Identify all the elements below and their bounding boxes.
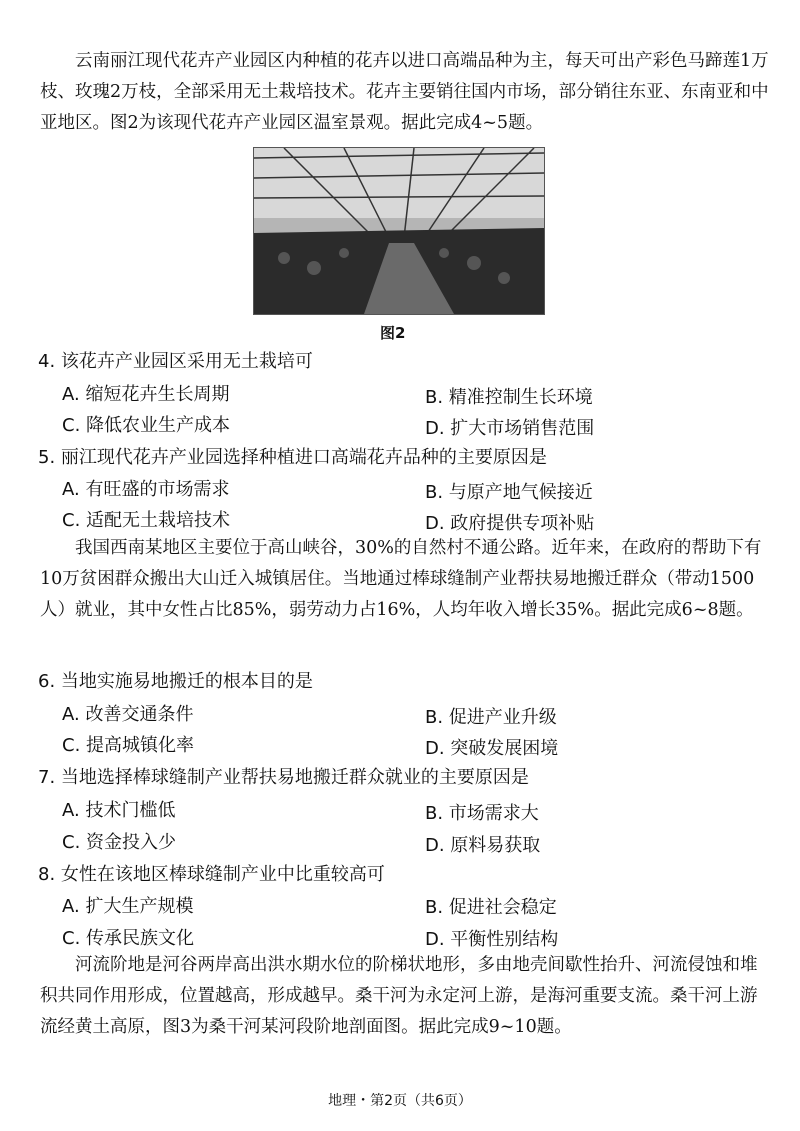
q8-option-c: C. 传承民族文化 — [62, 928, 195, 949]
q4-option-a: A. 缩短花卉生长周期 — [62, 384, 230, 405]
q6-option-a: A. 改善交通条件 — [62, 704, 194, 725]
q7-option-b: B. 市场需求大 — [425, 803, 539, 824]
q5-option-a: A. 有旺盛的市场需求 — [62, 479, 230, 500]
greenhouse-photo — [253, 147, 545, 315]
q7-option-c: C. 资金投入少 — [62, 832, 177, 853]
greenhouse-illustration — [254, 148, 544, 314]
q8-option-b: B. 促进社会稳定 — [425, 897, 557, 918]
q6-option-c: C. 提高城镇化率 — [62, 735, 195, 756]
q4-option-b: B. 精准控制生长环境 — [425, 387, 593, 408]
q6-option-d: D. 突破发展困境 — [425, 738, 559, 759]
q4-option-c: C. 降低农业生产成本 — [62, 415, 231, 436]
q5-option-b: B. 与原产地气候接近 — [425, 482, 593, 503]
q6-option-b: B. 促进产业升级 — [425, 707, 557, 728]
q7-option-a: A. 技术门槛低 — [62, 800, 176, 821]
q8-option-d: D. 平衡性别结构 — [425, 929, 559, 950]
question-7: 7. 当地选择棒球缝制产业帮扶易地搬迁群众就业的主要原因是 — [38, 767, 529, 788]
question-5: 5. 丽江现代花卉产业园选择种植进口高端花卉品种的主要原因是 — [38, 447, 547, 468]
q4-option-d: D. 扩大市场销售范围 — [425, 418, 595, 439]
q5-option-d: D. 政府提供专项补贴 — [425, 513, 595, 534]
question-4: 4. 该花卉产业园区采用无土栽培可 — [38, 351, 313, 372]
passage-flowers: 云南丽江现代花卉产业园区内种植的花卉以进口高端品种为主，每天可出产彩色马蹄莲1万枝、玫瑰2万枝，全部采用无土栽培技术。花卉主要销往国内市场，部分销往东亚、东南亚和中亚地区。图2为该现代花卉产业园区温室景观。据此完成4~5题。 — [40, 51, 769, 133]
passage-relocation: 我国西南某地区主要位于高山峡谷，30%的自然村不通公路。近年来，在政府的帮助下有10万贫困群众搬出大山迁入城镇居住。当地通过棒球缝制产业帮扶易地搬迁群众（带动1500人）就业，其中女性占比85%，弱劳动力占16%，人均年收入增长35%。据此完成6~8题。 — [40, 538, 762, 620]
q7-option-d: D. 原料易获取 — [425, 835, 541, 856]
q8-option-a: A. 扩大生产规模 — [62, 896, 194, 917]
passage-terraces: 河流阶地是河谷两岸高出洪水期水位的阶梯状地形，多由地壳间歇性抬升、河流侵蚀和堆积共同作用形成，位置越高，形成越早。桑干河为永定河上游，是海河重要支流。桑干河上游流经黄土高原，图3为桑干河某河段阶地剖面图。据此完成9~10题。 — [40, 955, 758, 1037]
question-8: 8. 女性在该地区棒球缝制产业中比重较高可 — [38, 864, 385, 885]
page-footer: 地理・第2页（共6页） — [328, 1093, 472, 1109]
figure-caption: 图2 — [380, 324, 406, 342]
q5-option-c: C. 适配无土栽培技术 — [62, 510, 231, 531]
question-6: 6. 当地实施易地搬迁的根本目的是 — [38, 671, 313, 692]
